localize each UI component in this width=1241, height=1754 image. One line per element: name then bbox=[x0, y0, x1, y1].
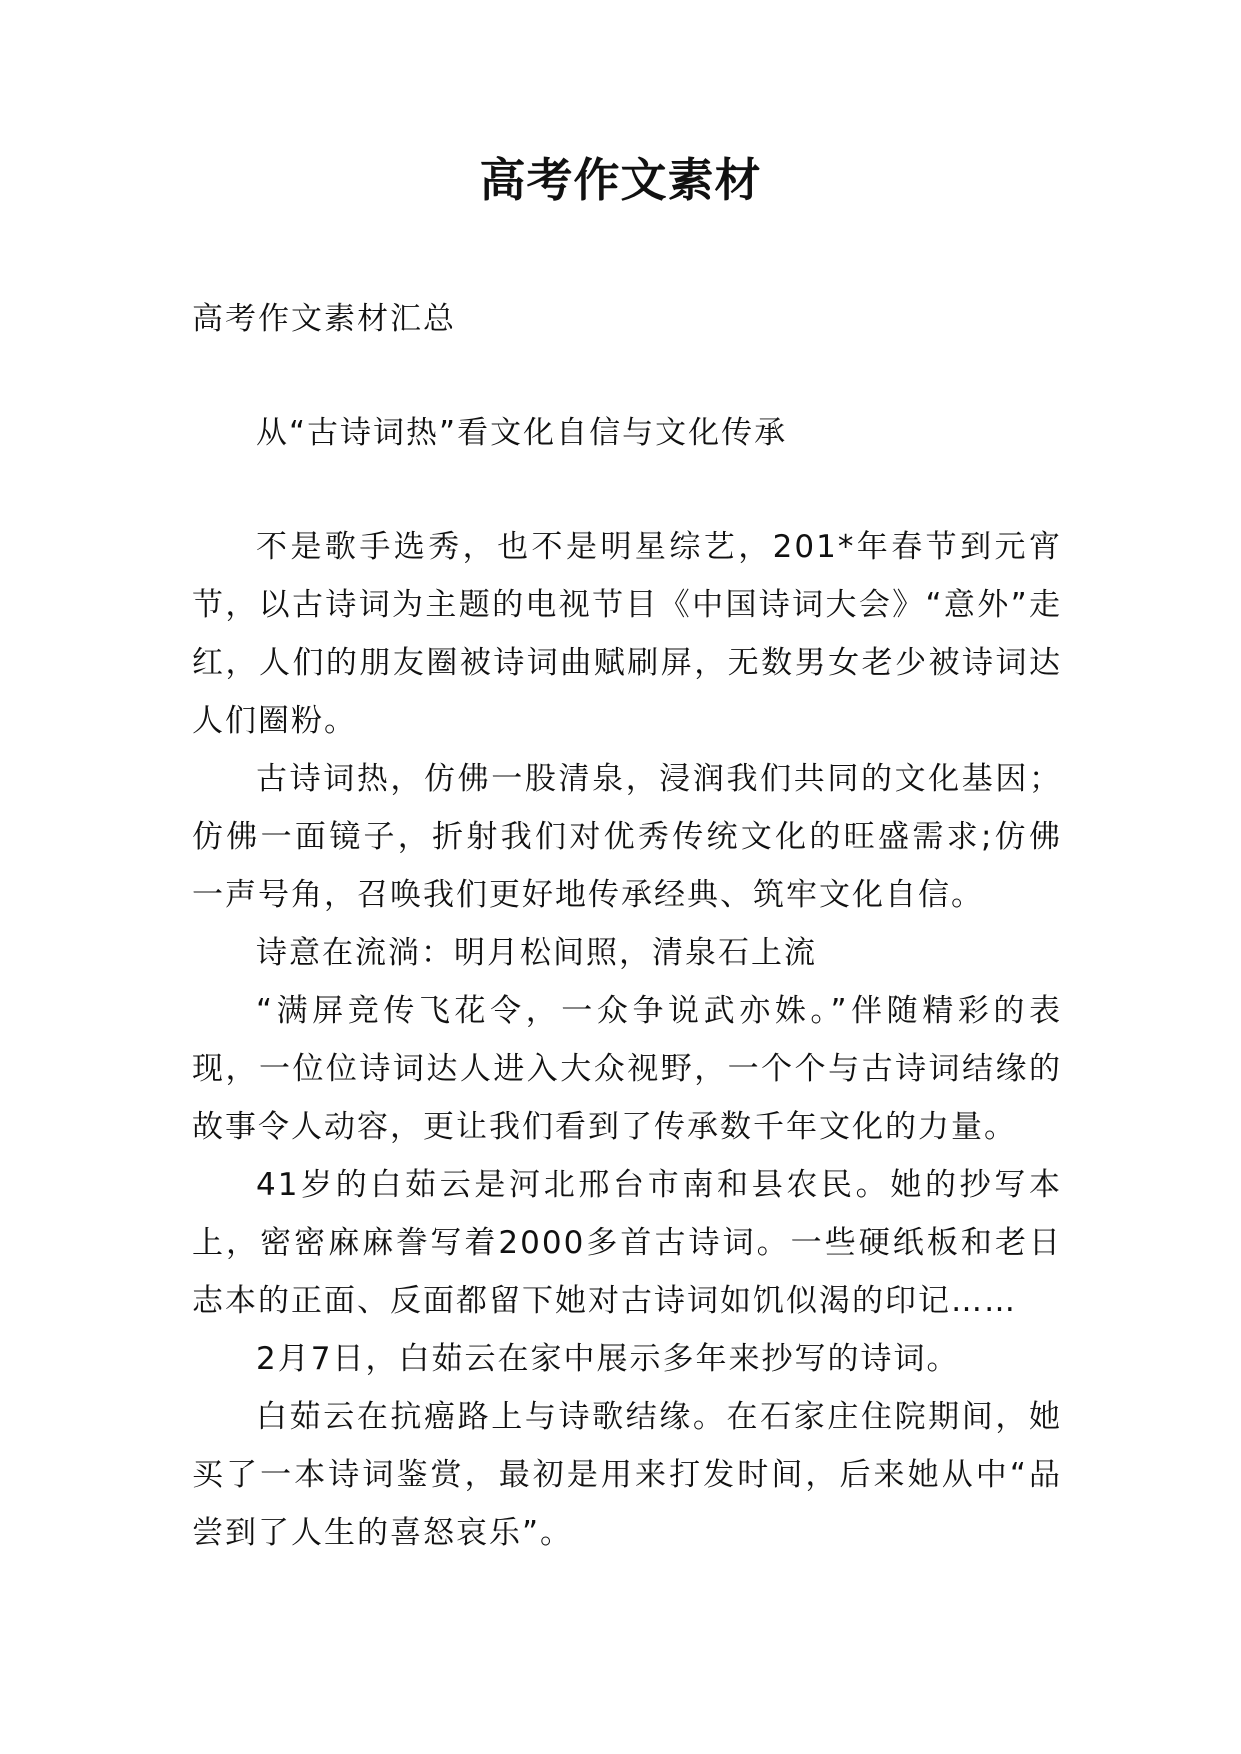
paragraph: 诗意在流淌：明月松间照，清泉石上流 bbox=[256, 935, 817, 971]
paragraph: 2月7日，白茹云在家中展示多年来抄写的诗词。 bbox=[256, 1341, 960, 1377]
paragraph: 不是歌手选秀，也不是明星综艺，201*年春节到元宵节，以古诗词为主题的电视节目《中国诗词大会》“意外”走红，人们的朋友圈被诗词曲赋刷屏，无数男女老少被诗词达人们圈粉。 bbox=[192, 529, 1062, 739]
document-title: 高考作文素材 bbox=[479, 153, 762, 207]
article-body bbox=[192, 518, 1062, 1562]
paragraph: 白茹云在抗癌路上与诗歌结缘。在石家庄住院期间，她买了一本诗词鉴赏，最初是用来打发时间，后来她从中“品尝到了人生的喜怒哀乐”。 bbox=[192, 1399, 1062, 1551]
paragraph: 41岁的白茹云是河北邢台市南和县农民。她的抄写本上，密密麻麻誊写着2000多首古诗词。一些硬纸板和老日志本的正面、反面都留下她对古诗词如饥似渴的印记…… bbox=[192, 1167, 1062, 1319]
paragraph: 古诗词热，仿佛一股清泉，浸润我们共同的文化基因；仿佛一面镜子，折射我们对优秀传统文化的旺盛需求;仿佛一声号角，召唤我们更好地传承经典、筑牢文化自信。 bbox=[192, 761, 1062, 913]
section-heading: 从“古诗词热”看文化自信与文化传承 bbox=[256, 415, 788, 451]
document-subtitle: 高考作文素材汇总 bbox=[192, 301, 456, 337]
paragraph: “满屏竞传飞花令，一众争说武亦姝。”伴随精彩的表现，一位位诗词达人进入大众视野，一个个与古诗词结缘的故事令人动容，更让我们看到了传承数千年文化的力量。 bbox=[192, 993, 1062, 1145]
